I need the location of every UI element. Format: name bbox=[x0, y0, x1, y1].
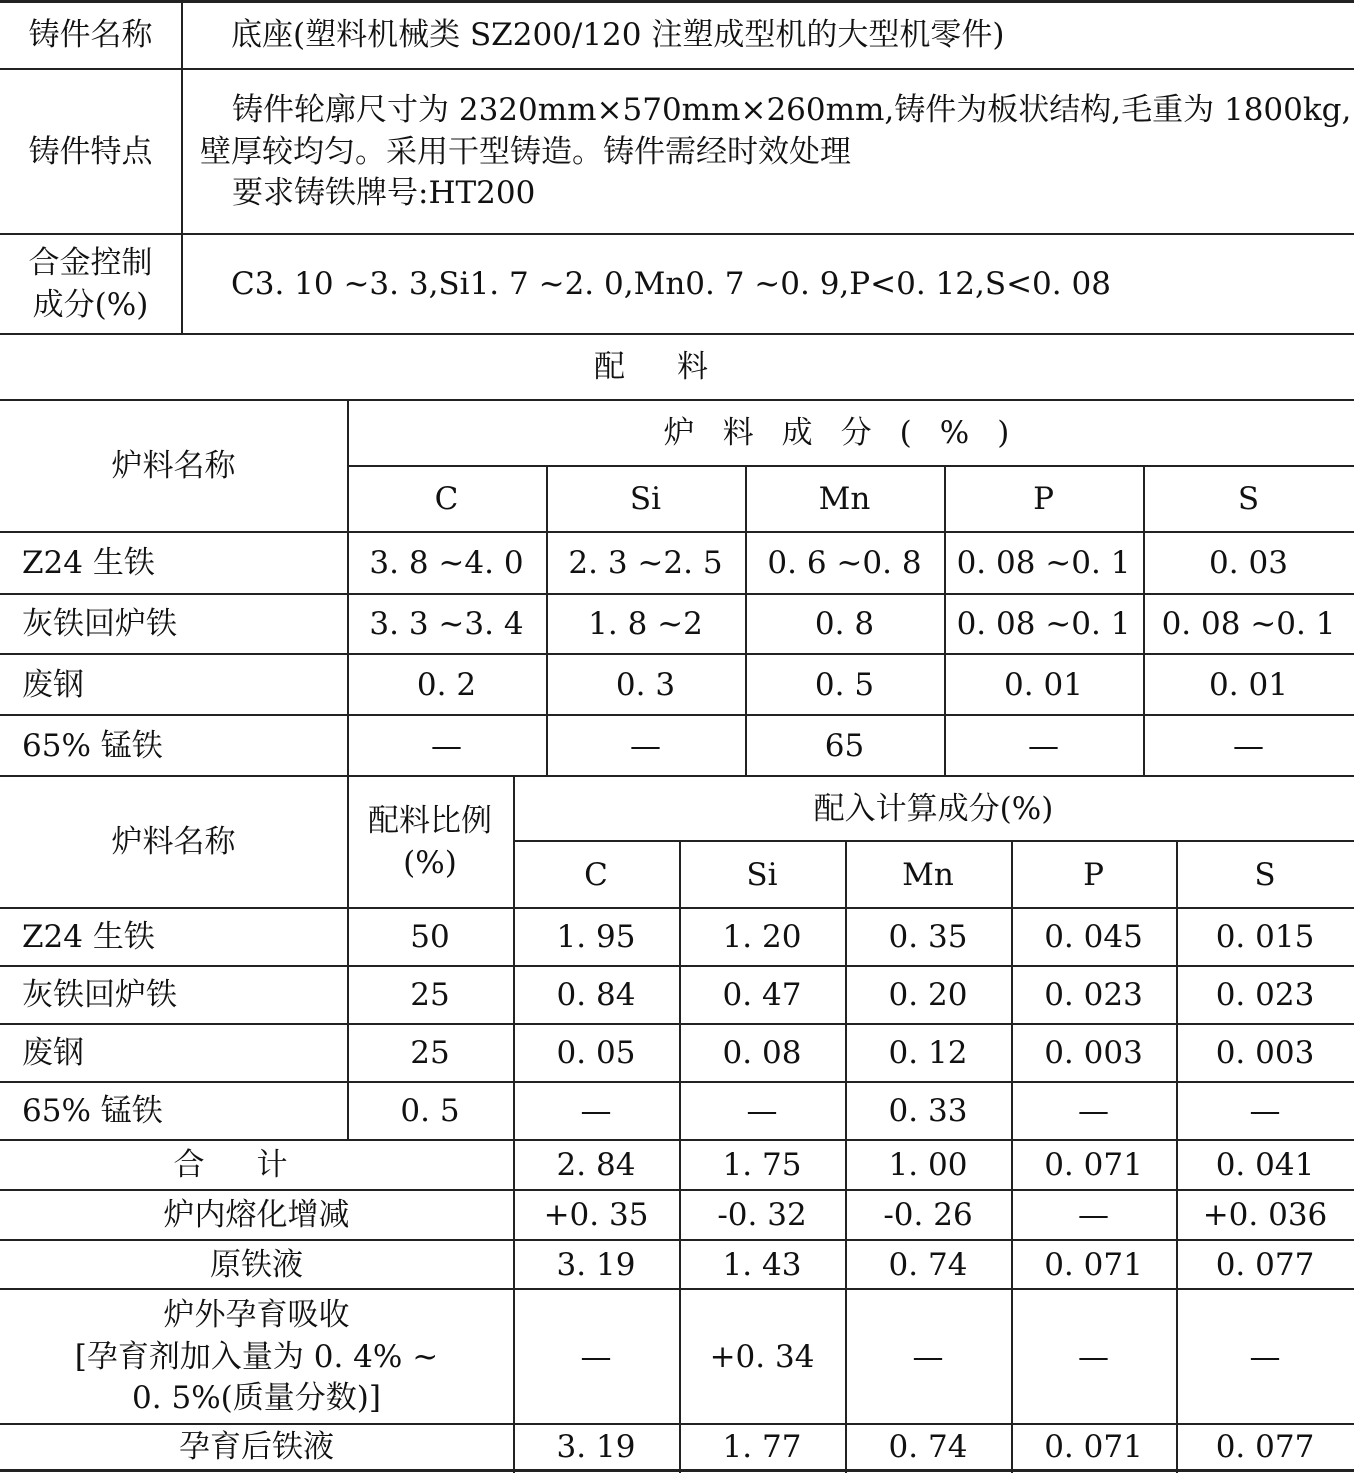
summary-cell: 0. 74 bbox=[888, 1246, 968, 1283]
summary-cell: +0. 036 bbox=[1202, 1197, 1328, 1233]
summary-cell: — bbox=[1078, 1197, 1109, 1233]
calc-ratio-header-line-2: (%) bbox=[403, 845, 457, 881]
charge-cell: 0. 03 bbox=[1209, 545, 1288, 581]
calc-row-name: Z24 生铁 bbox=[22, 919, 155, 955]
calc-ratio-header-line-1: 配料比例 bbox=[368, 803, 492, 839]
calc-cell: 0. 003 bbox=[1215, 1035, 1315, 1071]
calc-cell: 0. 045 bbox=[1044, 919, 1143, 955]
calc-col-p: P bbox=[1083, 856, 1104, 893]
casting-features-line-1: 铸件轮廓尺寸为 2320mm×570mm×260mm,铸件为板状结构,毛重为 1800kg, bbox=[232, 92, 1352, 128]
summary-cell: -0. 26 bbox=[883, 1197, 973, 1233]
summary-melt-change-label: 炉内熔化增减 bbox=[163, 1197, 350, 1233]
calc-col-mn: Mn bbox=[902, 856, 954, 893]
calc-name-header: 炉料名称 bbox=[111, 824, 236, 860]
calc-col-c: C bbox=[584, 856, 608, 893]
casting-features-line-2: 壁厚较均匀。采用干型铸造。铸件需经时效处理 bbox=[200, 134, 851, 170]
charge-col-c: C bbox=[434, 481, 459, 517]
calc-col-s: S bbox=[1254, 856, 1276, 893]
summary-total-label bbox=[0, 1141, 513, 1189]
summary-cell: 2. 84 bbox=[556, 1147, 636, 1183]
inoculation-label-line-1: 炉外孕育吸收 bbox=[163, 1297, 350, 1333]
calc-cell: 0. 20 bbox=[888, 977, 968, 1013]
calc-cell: — bbox=[1249, 1093, 1281, 1129]
final-cell: 0. 071 bbox=[1044, 1429, 1143, 1465]
section-title-text: 配料 bbox=[594, 349, 760, 385]
calc-col-si: Si bbox=[746, 856, 778, 893]
charge-cell: — bbox=[1028, 727, 1059, 764]
calc-row-name: 灰铁回炉铁 bbox=[22, 977, 177, 1013]
casting-name-label: 铸件名称 bbox=[28, 17, 153, 53]
charge-cell: 0. 08 ~0. 1 bbox=[956, 606, 1131, 642]
alloy-value: C3. 10 ~3. 3,Si1. 7 ~2. 0,Mn0. 7 ~0. 9,P<0. 12,S<0. 08 bbox=[231, 266, 1111, 302]
alloy-label-line-1: 合金控制 bbox=[28, 245, 153, 281]
charge-row-name: 废钢 bbox=[22, 666, 84, 703]
charge-cell: 0. 01 bbox=[1004, 666, 1083, 703]
charge-cell: 0. 5 bbox=[814, 666, 875, 703]
inoculation-cell: +0. 34 bbox=[709, 1338, 815, 1375]
casting-name-value: 底座(塑料机械类 SZ200/120 注塑成型机的大型机零件) bbox=[231, 17, 1005, 53]
casting-features-line-3: 要求铸铁牌号:HT200 bbox=[232, 175, 536, 211]
charge-cell: 0. 08 ~0. 1 bbox=[956, 545, 1131, 581]
charge-cell: 65 bbox=[824, 727, 865, 764]
inoculation-cell: — bbox=[1249, 1338, 1281, 1375]
summary-total-label-text: 合计 bbox=[173, 1147, 340, 1183]
calc-cell: 0. 05 bbox=[556, 1035, 636, 1071]
charge-cell: 1. 8 ~2 bbox=[588, 606, 703, 642]
inoculation-cell: — bbox=[912, 1338, 944, 1375]
charge-group-header bbox=[347, 401, 1354, 465]
calc-row-name: 废钢 bbox=[22, 1035, 84, 1071]
calc-cell: 0. 023 bbox=[1215, 977, 1315, 1013]
calc-cell: 1. 95 bbox=[556, 919, 636, 955]
final-cell: 0. 74 bbox=[888, 1429, 968, 1465]
inoculation-cell: — bbox=[1078, 1338, 1109, 1375]
calc-cell: 0. 08 bbox=[722, 1035, 802, 1071]
summary-cell: -0. 32 bbox=[717, 1197, 807, 1233]
charge-col-s: S bbox=[1237, 481, 1260, 517]
final-iron-label: 孕育后铁液 bbox=[179, 1429, 334, 1465]
summary-cell: 0. 041 bbox=[1215, 1147, 1315, 1183]
charge-col-p: P bbox=[1033, 481, 1054, 517]
calc-row-ratio: 25 bbox=[410, 977, 450, 1013]
calc-cell: 0. 33 bbox=[888, 1093, 968, 1129]
charge-cell: 0. 3 bbox=[615, 666, 676, 703]
calc-row-ratio: 25 bbox=[410, 1035, 450, 1071]
charge-cell: — bbox=[630, 727, 661, 764]
charge-cell: 0. 2 bbox=[416, 666, 477, 703]
charge-col-si: Si bbox=[629, 481, 662, 517]
calc-cell: — bbox=[746, 1093, 778, 1129]
inoculation-label-line-3: 0. 5%(质量分数)] bbox=[132, 1380, 381, 1416]
summary-cell: 1. 43 bbox=[722, 1246, 802, 1283]
charge-cell: 3. 8 ~4. 0 bbox=[369, 545, 524, 581]
calc-row-ratio: 0. 5 bbox=[400, 1093, 460, 1129]
rule bbox=[0, 68, 1354, 70]
summary-cell: +0. 35 bbox=[543, 1197, 649, 1233]
calc-row-name: 65% 锰铁 bbox=[22, 1093, 163, 1129]
summary-cell: 0. 071 bbox=[1044, 1246, 1143, 1283]
final-cell: 0. 077 bbox=[1215, 1429, 1315, 1465]
rule bbox=[0, 1469, 1354, 1472]
calc-group-header: 配入计算成分(%) bbox=[813, 790, 1054, 827]
inoculation-label-line-2: [孕育剂加入量为 0. 4% ~ bbox=[74, 1339, 439, 1375]
summary-cell: 1. 00 bbox=[888, 1147, 968, 1183]
charge-cell: 3. 3 ~3. 4 bbox=[369, 606, 524, 642]
summary-cell: 3. 19 bbox=[556, 1246, 636, 1283]
charge-cell: 0. 8 bbox=[814, 606, 875, 642]
inoculation-cell: — bbox=[580, 1338, 612, 1375]
charge-col-mn: Mn bbox=[818, 481, 871, 517]
alloy-label-line-2: 成分(%) bbox=[32, 287, 149, 323]
calc-cell: 0. 12 bbox=[888, 1035, 968, 1071]
calc-cell: 0. 35 bbox=[888, 919, 968, 955]
calc-cell: 0. 015 bbox=[1215, 919, 1315, 955]
calc-row-ratio: 50 bbox=[410, 919, 450, 955]
charge-name-header: 炉料名称 bbox=[111, 448, 236, 484]
charge-row-name: 灰铁回炉铁 bbox=[22, 606, 177, 642]
summary-cell: 0. 077 bbox=[1215, 1246, 1315, 1283]
calc-cell: 0. 023 bbox=[1044, 977, 1143, 1013]
final-cell: 1. 77 bbox=[722, 1429, 802, 1465]
calc-cell: 0. 003 bbox=[1044, 1035, 1143, 1071]
calc-cell: 0. 84 bbox=[556, 977, 636, 1013]
charge-row-name: Z24 生铁 bbox=[22, 545, 155, 581]
section-title bbox=[0, 335, 1354, 399]
charge-cell: — bbox=[431, 727, 462, 764]
charge-cell: 0. 01 bbox=[1209, 666, 1288, 703]
summary-base-iron-label: 原铁液 bbox=[210, 1246, 303, 1283]
casting-features-label: 铸件特点 bbox=[28, 133, 153, 170]
charge-cell: — bbox=[1233, 727, 1264, 764]
charge-group-header-text: 炉料成分(%) bbox=[663, 415, 1038, 451]
summary-cell: 1. 75 bbox=[722, 1147, 802, 1183]
summary-cell: 0. 071 bbox=[1044, 1147, 1143, 1183]
charge-cell: 2. 3 ~2. 5 bbox=[568, 545, 723, 581]
calc-cell: — bbox=[1078, 1093, 1109, 1129]
calc-cell: 0. 47 bbox=[722, 977, 802, 1013]
charge-cell: 0. 08 ~0. 1 bbox=[1161, 606, 1336, 642]
charge-row-name: 65% 锰铁 bbox=[22, 727, 163, 764]
calc-cell: 1. 20 bbox=[722, 919, 802, 955]
final-cell: 3. 19 bbox=[556, 1429, 636, 1465]
charge-cell: 0. 6 ~0. 8 bbox=[767, 545, 922, 581]
calc-cell: — bbox=[580, 1093, 612, 1129]
